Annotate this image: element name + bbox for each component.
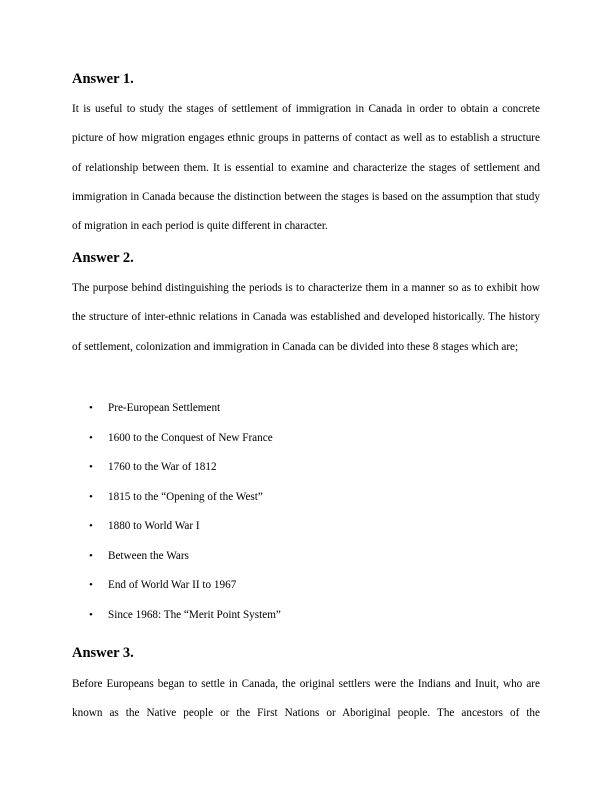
bullet-icon: • bbox=[89, 520, 93, 532]
answer-3-paragraph: Before Europeans began to settle in Canada, the original settlers were the Indians and Inuit, who are known as the Native people or the First Nations or Aboriginal people. The ancestors of the bbox=[72, 678, 540, 720]
bullet-icon: • bbox=[89, 549, 93, 562]
bullet-icon: • bbox=[89, 402, 93, 414]
answer-2-paragraph: The purpose behind distinguishing the periods is to characterize them in a manner so as to exhibit how the structure of inter-ethnic relations in Canada was established and developed historically. The history of settlement, colonization and immigration in Canada can be divided into these 8 stages which are; bbox=[72, 282, 540, 353]
document-page: Answer 1. It is useful to study the stages of settlement of immigration in Canada in order to obtain a concrete picture of how migration engages ethnic groups in patterns of contact as well as to establish a structure of relationship between them. It is essential to examine and characterize the stages of settlement and immigration in Canada because the distinction between the stages is based on the assumption that study of migration in each period is quite different in character. Answer 2. The purpose behind distinguishing the periods is to characterize them in a manner so as to exhibit how the structure of inter-ethnic relations in Canada was established and developed historically. The history of settlement, colonization and immigration in Canada can be divided into these 8 stages which are; • Pre-European Settlement • 1600 to the Conquest of New France • 1760 to the War of 1812 • 1815 to the “Opening of the West” • 1880 to World War I • Between the Wars • End of World War II to 1967 • Since 1968: The “Merit Point System” Answer 3. Before Europeans began to settle in Canada, the original settlers were the Indians and Inuit, who are known as the Native people or the First Nations or Aboriginal people. The ancestors of the bbox=[0, 0, 612, 792]
answer-1-paragraph: It is useful to study the stages of settlement of immigration in Canada in order to obtain a concrete picture of how migration engages ethnic groups in patterns of contact as well as to establish a structure of relationship between them. It is essential to examine and characterize the stages of settlement and immigration in Canada because the distinction between the stages is based on the assumption that study of migration in each period is quite different in character. bbox=[72, 103, 540, 233]
answer-3-heading: Answer 3. bbox=[72, 645, 134, 661]
bullet-icon: • bbox=[89, 608, 93, 621]
answer-1-heading: Answer 1. bbox=[72, 71, 134, 87]
bullet-icon: • bbox=[89, 490, 93, 503]
answer-2-heading: Answer 2. bbox=[72, 250, 134, 266]
bullet-icon: • bbox=[89, 431, 93, 444]
bullet-icon: • bbox=[89, 461, 93, 473]
bullet-icon: • bbox=[89, 579, 93, 591]
